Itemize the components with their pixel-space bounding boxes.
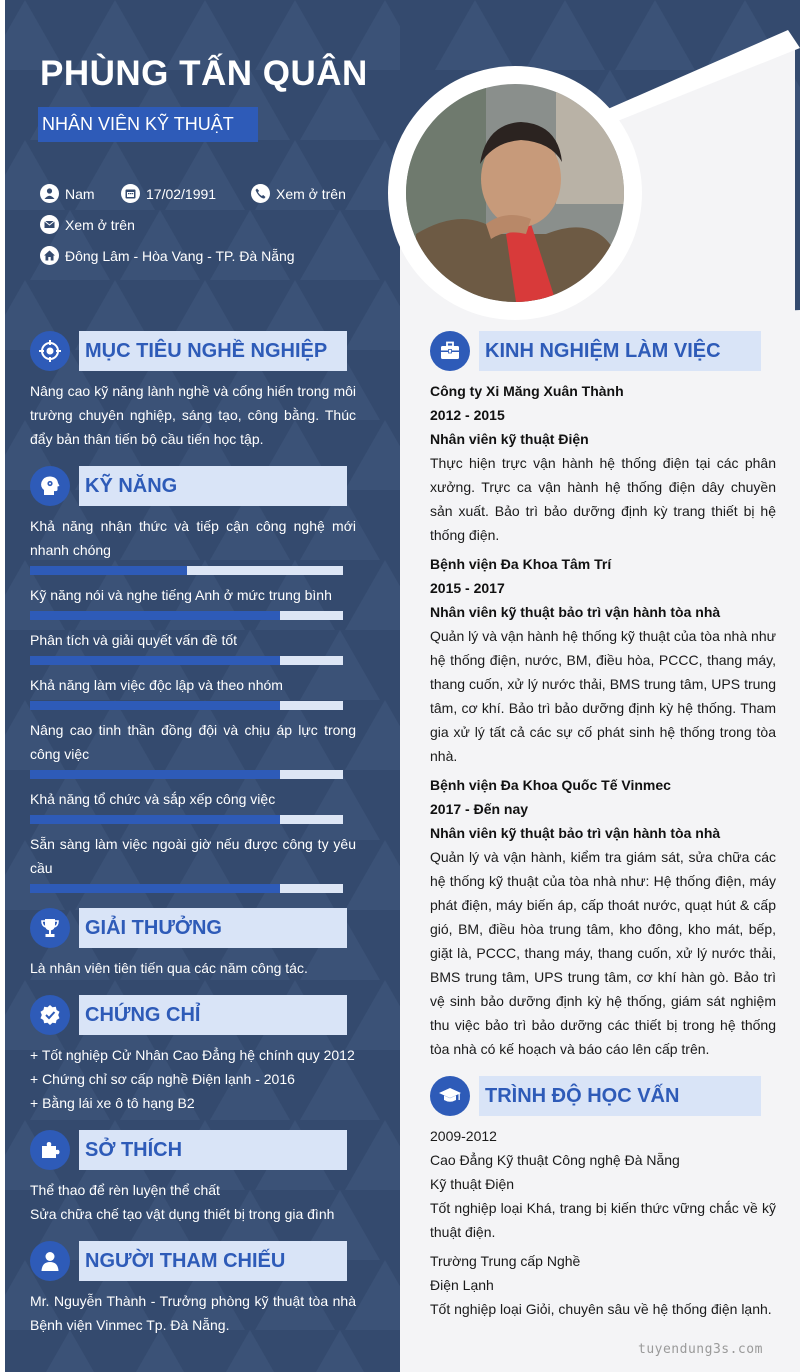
phone-icon <box>251 184 270 203</box>
skill-level-fill <box>30 884 280 893</box>
education-note: Tốt nghiệp loại Khá, trang bị kiến thức vững chắc về kỹ thuật điện. <box>430 1200 776 1240</box>
skill-level-fill <box>30 566 187 575</box>
phone-text: Xem ở trên <box>276 185 346 202</box>
skill-label: Khả năng làm việc độc lập và theo nhóm <box>30 677 283 693</box>
home-icon <box>40 246 59 265</box>
person-icon <box>30 1241 70 1281</box>
job-period: 2017 - Đến nay <box>430 801 529 817</box>
education-major: Điện Lạnh <box>430 1277 494 1293</box>
career-goal-text: Nâng cao kỹ năng lành nghề và cống hiến trong môi trường chuyên nghiệp, sáng tạo, công bằng. Thúc đẩy bản thân tiến bộ cầu tiến học tập. <box>30 383 356 447</box>
watermark: tuyendung3s.com <box>638 1342 763 1357</box>
skill-label: Nâng cao tinh thần đồng đội và chịu áp lực trong công việc <box>30 722 356 762</box>
job-period: 2012 - 2015 <box>430 407 505 423</box>
company-name: Công ty Xi Măng Xuân Thành <box>430 383 624 399</box>
education-period: 2009-2012 <box>430 1128 497 1144</box>
hobby-item: Thể thao để rèn luyện thể chất <box>30 1182 220 1198</box>
birthdate-info <box>121 184 216 203</box>
envelope-icon <box>40 215 59 234</box>
calendar-icon <box>121 184 140 203</box>
trophy-icon <box>30 908 70 948</box>
skill-level-fill <box>30 656 280 665</box>
skill-level-bar <box>30 701 343 710</box>
references-text: Mr. Nguyễn Thành - Trưởng phòng kỹ thuật tòa nhà Bệnh viện Vinmec Tp. Đà Nẵng. <box>30 1293 356 1333</box>
hobby-item: Sửa chữa chế tạo vật dụng thiết bị trong gia đình <box>30 1206 335 1222</box>
job-position: Nhân viên kỹ thuật Điện <box>430 431 589 447</box>
skill-label: Kỹ năng nói và nghe tiếng Anh ở mức trung bình <box>30 587 332 603</box>
skill-label: Khả năng nhận thức và tiếp cận công nghệ mới nhanh chóng <box>30 518 356 558</box>
phone-info <box>251 184 346 203</box>
address-info <box>40 246 295 265</box>
job-period: 2015 - 2017 <box>430 580 505 596</box>
gender-info <box>40 184 95 203</box>
section-title: KINH NGHIỆM LÀM VIỆC <box>479 331 761 371</box>
certificate-item: + Bằng lái xe ô tô hạng B2 <box>30 1095 195 1111</box>
puzzle-icon <box>30 1130 70 1170</box>
target-icon <box>30 331 70 371</box>
section-title: SỞ THÍCH <box>79 1130 347 1170</box>
head-gear-icon <box>30 466 70 506</box>
email-info <box>40 215 135 234</box>
skill-level-bar <box>30 611 343 620</box>
job-description: Thực hiện trực vận hành hệ thống điện tại các phân xưởng. Trực ca vận hành hệ thống điện dây chuyền sản xuất. Bảo trì bảo dưỡng định kỳ trang thiết bị hệ thống điện. <box>430 455 776 543</box>
briefcase-icon <box>430 331 470 371</box>
job-description: Quản lý và vận hành hệ thống kỹ thuật của tòa nhà như hệ thống điện, nước, BM, điều hòa, PCCC, thang máy, thang cuốn, xử lý nước thải, BMS trung tâm, UPS trung tâm, cơ khí. Bảo trì bảo dưỡng định kỳ hệ thống. Tham gia xử lý tất cả các sự cố phát sinh hệ thống trong tòa nhà. <box>430 628 776 764</box>
skill-label: Sẵn sàng làm việc ngoài giờ nếu được công ty yêu cầu <box>30 836 356 876</box>
email-text: Xem ở trên <box>65 216 135 233</box>
section-title: CHỨNG CHỈ <box>79 995 347 1035</box>
skill-level-fill <box>30 701 280 710</box>
job-title: NHÂN VIÊN KỸ THUẬT <box>38 107 258 142</box>
section-title: GIẢI THƯỞNG <box>79 908 347 948</box>
section-title: TRÌNH ĐỘ HỌC VẤN <box>479 1076 761 1116</box>
section-title: MỤC TIÊU NGHỀ NGHIỆP <box>79 331 347 371</box>
verified-badge-icon <box>30 995 70 1035</box>
skill-label: Phân tích và giải quyết vấn đề tốt <box>30 632 238 648</box>
education-school: Trường Trung cấp Nghề <box>430 1253 581 1269</box>
skill-level-fill <box>30 815 280 824</box>
job-description: Quản lý và vận hành, kiểm tra giám sát, sửa chữa các hệ thống kỹ thuật của tòa nhà như: Hệ thống điện, máy phát điện, máy biến áp, cấp thoát nước, quạt hút & cấp gió, BM, điều hòa trung tâm, kho đông, kho mát, bếp, giặt là, PCCC, thang máy, thang cuốn, xử lý nước thải, BMS trung tâm, UPS trung tâm, cơ khí hàn gò. Bảo trì vệ sinh bảo dưỡng định kỳ hệ thống, giám sát nghiệm thu việc bảo trì bảo dưỡng các thiết bị trong hệ thống tòa nhà có kế hoạch và báo cáo lên cấp trên. <box>430 849 776 1057</box>
user-icon <box>40 184 59 203</box>
education-major: Kỹ thuật Điện <box>430 1176 515 1192</box>
skill-level-bar <box>30 656 343 665</box>
skill-level-bar <box>30 884 343 893</box>
awards-text: Là nhân viên tiên tiến qua các năm công tác. <box>30 960 308 976</box>
section-title: KỸ NĂNG <box>79 466 347 506</box>
skill-level-bar <box>30 770 343 779</box>
company-name: Bệnh viện Đa Khoa Tâm Trí <box>430 556 612 572</box>
skill-label: Khả năng tổ chức và sắp xếp công việc <box>30 791 276 807</box>
job-position: Nhân viên kỹ thuật bảo trì vận hành tòa nhà <box>430 604 721 620</box>
job-position: Nhân viên kỹ thuật bảo trì vận hành tòa nhà <box>430 825 721 841</box>
skill-level-fill <box>30 770 280 779</box>
skill-level-bar <box>30 566 343 575</box>
section-title: NGƯỜI THAM CHIẾU <box>79 1241 347 1281</box>
gender-text: Nam <box>65 185 95 202</box>
certificate-item: + Tốt nghiệp Cử Nhân Cao Đẳng hệ chính quy 2012 <box>30 1047 355 1063</box>
company-name: Bệnh viện Đa Khoa Quốc Tế Vinmec <box>430 777 671 793</box>
skill-level-fill <box>30 611 280 620</box>
certificate-item: + Chứng chỉ sơ cấp nghề Điện lạnh - 2016 <box>30 1071 295 1087</box>
candidate-name: PHÙNG TẤN QUÂN <box>40 54 368 93</box>
education-note: Tốt nghiệp loại Giỏi, chuyên sâu về hệ thống điện lạnh. <box>430 1301 772 1317</box>
avatar <box>406 84 624 302</box>
address-text: Đông Lâm - Hòa Vang - TP. Đà Nẵng <box>65 247 295 264</box>
skill-level-bar <box>30 815 343 824</box>
graduation-cap-icon <box>430 1076 470 1116</box>
education-school: Cao Đẳng Kỹ thuật Công nghệ Đà Nẵng <box>430 1152 680 1168</box>
birthdate-text: 17/02/1991 <box>146 185 217 202</box>
